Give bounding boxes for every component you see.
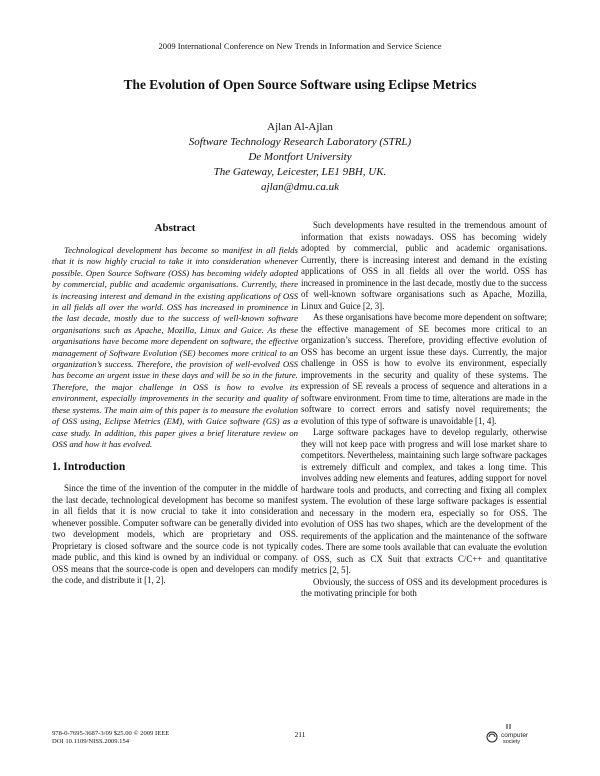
conference-header: 2009 International Conference on New Trends in Information and Service Science [158,41,442,51]
computer-society-logo-icon [480,722,544,746]
affiliation-lab: Software Technology Research Laboratory (STRL) [188,136,412,148]
logo-text-society: society [503,739,521,745]
introduction-paragraph: Since the time of the invention of the computer in the middle of the last decade, technological development has become so manifest in all fields that it is now crucial to take it into consideration whenever possible. Computer software can be generally divided into two development models, which are proprietary and OSS. Proprietary is closed software and the source code is not typically made public, and this kind is owned by an individual or company. OSS means that the source-code is open and developers can modify the code, and distribute it [1, 2]. [52,483,298,586]
body-paragraph: Such developments have resulted in the tremendous amount of information that exists nowadays. OSS has becoming widely adopted by commercial, public and academic organisations. Currently, there is increasing interest and demand in the existing applications of OSS in all fields all over the world. OSS has increased in prominence in the last decade, mostly due to the success of well-known software organisations such as Apache, Mozilla, Linux and Guice [2, 3]. [301,220,547,311]
introduction-heading: 1. Introduction [52,461,126,474]
logo-text-computer: computer [501,732,529,739]
left-column [52,222,298,587]
footer-isbn: 978-0-7695-3687-3/09 $25.00 © 2009 IEEE [52,730,170,737]
author-email: ajlan@dmu.ca.uk [261,181,339,193]
author-name: Ajlan Al-Ajlan [267,121,333,133]
body-paragraph: As these organisations have become more dependent on software; the effective management of SE becomes more critical to an organization’s success. Therefore, providing effective evolution of OSS has become an urgent issue these days. Currently, the major challenge in OSS is how to evolve its environment, especially improvements in the security and quality of these systems. The expression of SE reveals a process of sequence and alterations in a software environment. From time to time, alterations are made in the software to correct errors and satisfy novel requirements; the evolution of this type of software is unavoidable [1, 4]. [301,312,547,426]
affiliation-university: De Montfort University [248,151,352,163]
computer-society-logo [480,722,544,746]
body-paragraph: Obviously, the success of OSS and its development procedures is the motivating principle for both [301,576,547,598]
page-number: 211 [294,730,306,739]
paper-title: The Evolution of Open Source Software using Eclipse Metrics [123,77,477,92]
author-block [0,120,600,195]
right-column [301,220,547,600]
abstract-heading: Abstract [154,222,196,234]
affiliation-address: The Gateway, Leicester, LE1 9BH, UK. [213,166,387,178]
body-paragraph: Large software packages have to develop regularly, otherwise they will not keep pace with progress and will lose market share to competitors. Nevertheless, maintaining such large software packages is extremely difficult and complex, and takes a long time. This involves adding new elements and features, adding support for novel hardware tools and products, and correcting and fixing all complex system. The evolution of these large software packages is essential and necessary in the modern era, especially so for OSS. The evolution of OSS has two shapes, which are the development of the requirements of the application and the maintenance of the software codes. There are some tools available that can evaluate the evolution of OSS, such as CX Suit that extracts C/C++ and quantitative metrics [2, 5]. [301,427,547,575]
abstract-text: Technological development has become so manifest in all fields that it is now highly crucial to take it into consideration whenever possible. Open Source Software (OSS) has becoming widely adopted by commercial, public and academic organisations. Currently, there is increasing interest and demand in the existing applications of OSS in all fields all over the world. OSS has increased in prominence in the last decade, mostly due to the success of well-known software organisations such as Apache, Mozilla, Linux and Guice. As these organisations have become more dependent on software, the effective management of Software Evolution (SE) becomes more critical to an organization’s success. Therefore, the provision of well-evolved OSS has become an urgent issue in these days and will be so in the future. Therefore, the major challenge in OSS is how to evolve its environment, especially improvements in the security and quality of these systems. The main aim of this paper is to measure the evolution of OSS using, Eclipse Metrics (EM), with Guice software (GS) as a case study. In addition, this paper gives a brief literature review on OSS and how it has evolved. [52,245,298,449]
footer-doi: DOI 10.1109/NISS.2009.154 [52,738,130,745]
